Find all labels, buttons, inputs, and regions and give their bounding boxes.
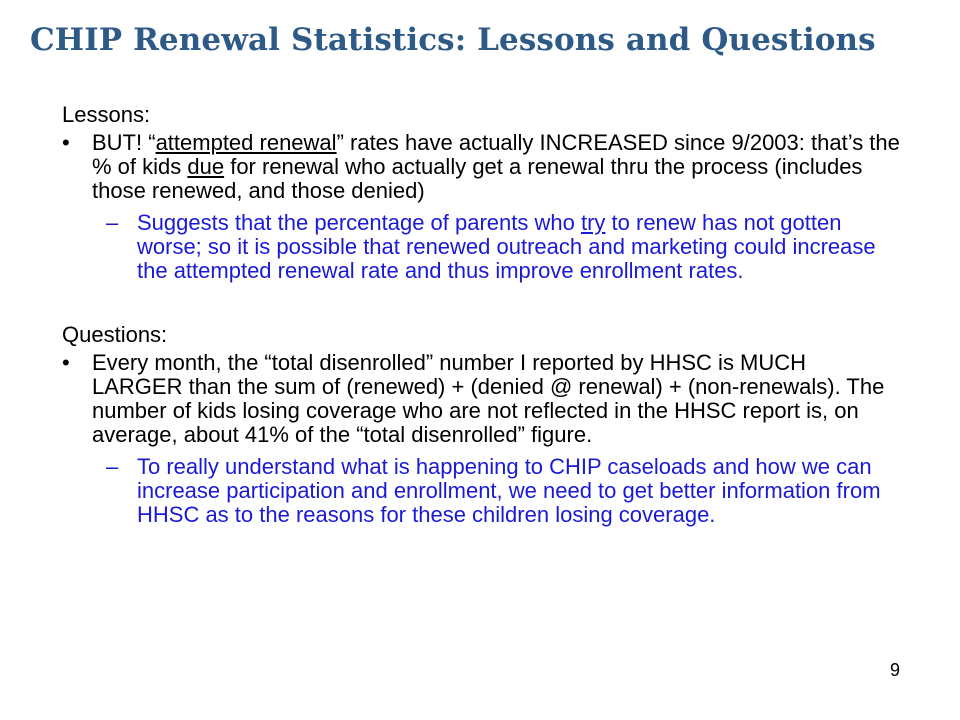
lessons-sub-text-1: Suggests that the percentage of parents who	[137, 210, 581, 235]
questions-heading: Questions:	[62, 322, 168, 347]
page-number: 9	[890, 660, 901, 680]
slide-title: CHIP Renewal Statistics: Lessons and Questions	[30, 22, 876, 58]
dash-marker: –	[106, 454, 119, 479]
lessons-bullet-text-1: BUT! “	[92, 130, 156, 155]
bullet-marker: •	[62, 130, 70, 155]
questions-bullet	[62, 351, 902, 447]
lessons-bullet-text-3: for renewal who actually get a renewal thru the process (includes those renewed, and those denied)	[92, 154, 863, 203]
bullet-marker: •	[62, 350, 70, 375]
lessons-bullet	[62, 131, 902, 203]
lessons-heading: Lessons:	[62, 102, 151, 127]
questions-sub-text: To really understand what is happening to CHIP caseloads and how we can increase participation and enrollment, we need to get better information from HHSC as to the reasons for these children losing coverage.	[137, 454, 881, 527]
lessons-bullet-text-2: ” rates have actually INCREASED since 9/2003: that’s the % of kids	[92, 130, 900, 179]
questions-bullet-text: Every month, the “total disenrolled” number I reported by HHSC is MUCH LARGER than the sum of (renewed) + (denied @ renewal) + (non-renewals). The number of kids losing coverage who are not reflected in the HHSC report is, on average, about 41% of the “total disenrolled” figure.	[92, 350, 885, 447]
slide-body	[62, 103, 942, 527]
questions-sub-bullet	[62, 455, 897, 527]
lessons-sub-underline-try: try	[580, 210, 606, 235]
lessons-bullet-underline-due: due	[187, 154, 225, 179]
lessons-sub-bullet	[62, 211, 897, 283]
lessons-bullet-underline-attempted-renewal: attempted renewal	[155, 130, 337, 155]
dash-marker: –	[106, 210, 119, 235]
lessons-sub-text-2: to renew has not gotten worse; so it is possible that renewed outreach and marketing could increase the attempted renewal rate and thus improve enrollment rates.	[137, 210, 876, 283]
